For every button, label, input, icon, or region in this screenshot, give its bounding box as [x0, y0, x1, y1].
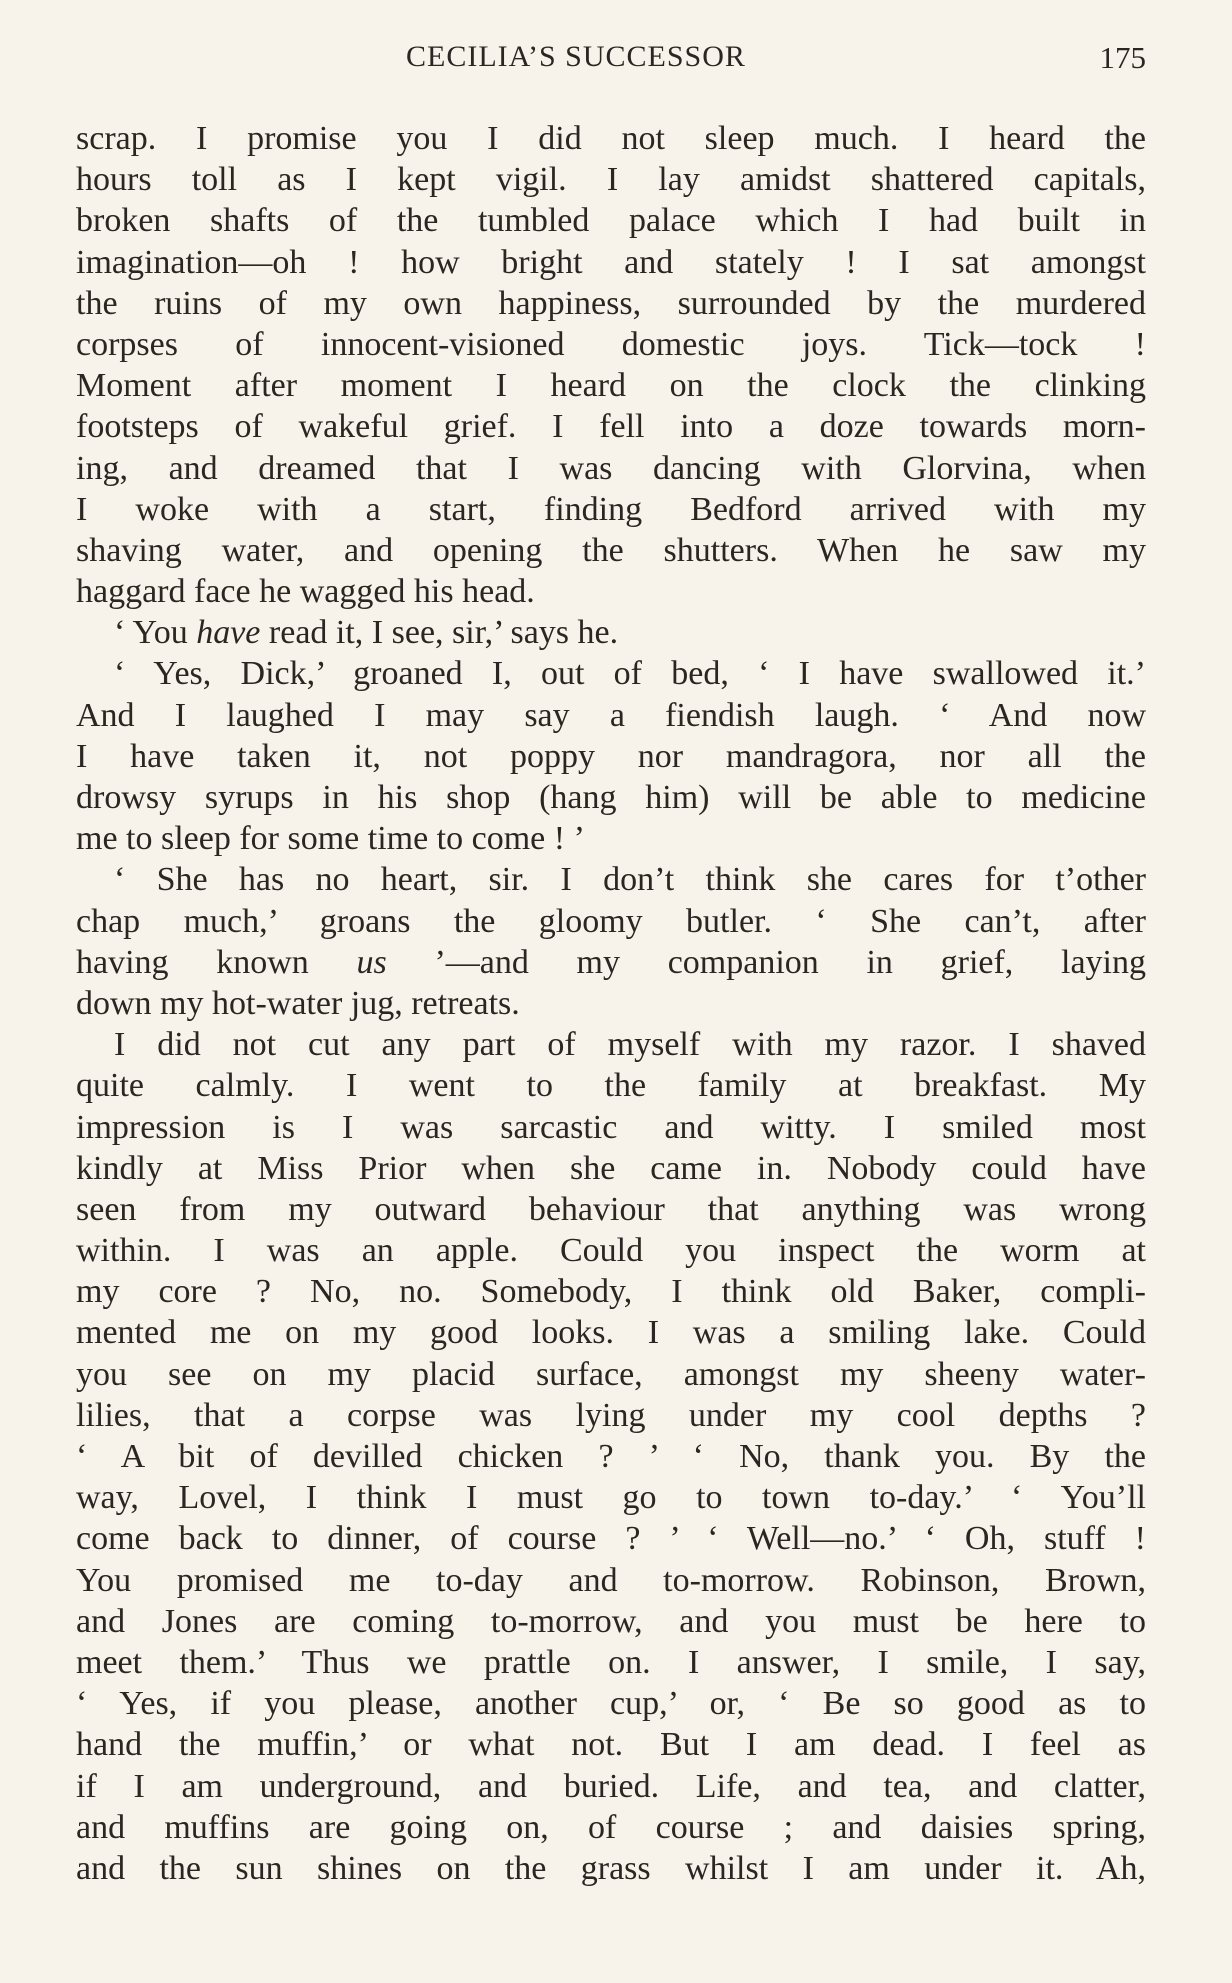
text-line: scrap. I promise you I did not sleep much. I heard the — [76, 120, 1146, 157]
text-line: ‘ She has no heart, sir. I don’t think she cares for t’other — [114, 861, 1146, 899]
text-line: drowsy syrups in his shop (hang him) will be able to medicine — [76, 779, 1146, 816]
text-line: ‘ Yes, Dick,’ groaned I, out of bed, ‘ I have swallowed it.’ — [114, 655, 1146, 693]
running-title: CECILIA’S SUCCESSOR — [406, 40, 746, 73]
text-line: and the sun shines on the grass whilst I am under it. Ah, — [76, 1849, 1146, 1887]
text-line: ‘ Yes, if you please, another cup,’ or, ‘ Be so good as to — [76, 1685, 1146, 1723]
text-line: chap much,’ groans the gloomy butler. ‘ She can’t, after — [76, 902, 1146, 940]
emphasis: us — [356, 943, 387, 981]
text-line: imagination—oh ! how bright and stately ! I sat amongst — [76, 243, 1146, 281]
text-line: hours toll as I kept vigil. I lay amidst shattered capitals, — [76, 161, 1146, 199]
text-line: haggard face he wagged his head. — [76, 573, 535, 611]
text-line: within. I was an apple. Could you inspect the worm at — [76, 1232, 1146, 1270]
page-number: 175 — [1099, 40, 1146, 75]
text-segment: having known — [76, 943, 357, 981]
text-line: and Jones are coming to-morrow, and you must be here to — [76, 1602, 1146, 1640]
text-line: mented me on my good looks. I was a smiling lake. Could — [76, 1314, 1146, 1352]
text-line: you see on my placid surface, amongst my sheeny water- — [76, 1355, 1146, 1393]
text-line: And I laughed I may say a fiendish laugh. ‘ And now — [76, 696, 1146, 734]
text-line: way, Lovel, I think I must go to town to-day.’ ‘ You’ll — [76, 1479, 1146, 1517]
text-line: You promised me to-day and to-morrow. Robinson, Brown, — [76, 1561, 1146, 1599]
text-line: the ruins of my own happiness, surrounded by the murdered — [76, 284, 1146, 322]
running-head — [76, 40, 1146, 84]
text-line: kindly at Miss Prior when she came in. Nobody could have — [76, 1149, 1146, 1187]
text-line: ‘ A bit of devilled chicken ? ’ ‘ No, thank you. By the — [76, 1438, 1146, 1475]
text-line: my core ? No, no. Somebody, I think old Baker, compli- — [76, 1273, 1146, 1311]
text-line: meet them.’ Thus we prattle on. I answer, I smile, I say, — [76, 1643, 1146, 1681]
text-line: shaving water, and opening the shutters. When he saw my — [76, 531, 1146, 569]
text-line: down my hot-water jug, retreats. — [76, 984, 520, 1022]
text-line — [76, 612, 1146, 653]
emphasis: have — [196, 614, 261, 652]
text-line: I did not cut any part of myself with my razor. I shaved — [114, 1026, 1146, 1064]
text-line: impression is I was sarcastic and witty. I smiled most — [76, 1108, 1146, 1146]
text-line: if I am underground, and buried. Life, and tea, and clatter, — [76, 1767, 1146, 1805]
text-segment: ‘ You — [114, 614, 197, 652]
text-line: ing, and dreamed that I was dancing with Glorvina, when — [76, 449, 1146, 487]
text-line: corpses of innocent-visioned domestic joys. Tick—tock ! — [76, 325, 1146, 363]
text-line: Moment after moment I heard on the clock the clinking — [76, 367, 1146, 405]
text-line: I have taken it, not poppy nor mandragora, nor all the — [76, 737, 1146, 775]
text-line — [76, 942, 1146, 983]
text-line: me to sleep for some time to come ! ’ — [76, 820, 585, 858]
text-line: hand the muffin,’ or what not. But I am dead. I feel as — [76, 1726, 1146, 1764]
text-line: lilies, that a corpse was lying under my cool depths ? — [76, 1396, 1146, 1434]
text-line: quite calmly. I went to the family at breakfast. My — [76, 1067, 1146, 1105]
text-segment: ’—and my companion in grief, laying — [386, 943, 1146, 981]
body-text — [76, 118, 1146, 1889]
text-segment: read it, I see, sir,’ says he. — [260, 614, 619, 652]
text-line: broken shafts of the tumbled palace which I had built in — [76, 202, 1146, 240]
text-line: footsteps of wakeful grief. I fell into a doze towards morn- — [76, 408, 1146, 446]
text-line: and muffins are going on, of course ; and daisies spring, — [76, 1808, 1146, 1846]
text-line: seen from my outward behaviour that anything was wrong — [76, 1190, 1146, 1228]
text-line: I woke with a start, finding Bedford arrived with my — [76, 490, 1146, 528]
text-line: come back to dinner, of course ? ’ ‘ Well—no.’ ‘ Oh, stuff ! — [76, 1520, 1146, 1558]
